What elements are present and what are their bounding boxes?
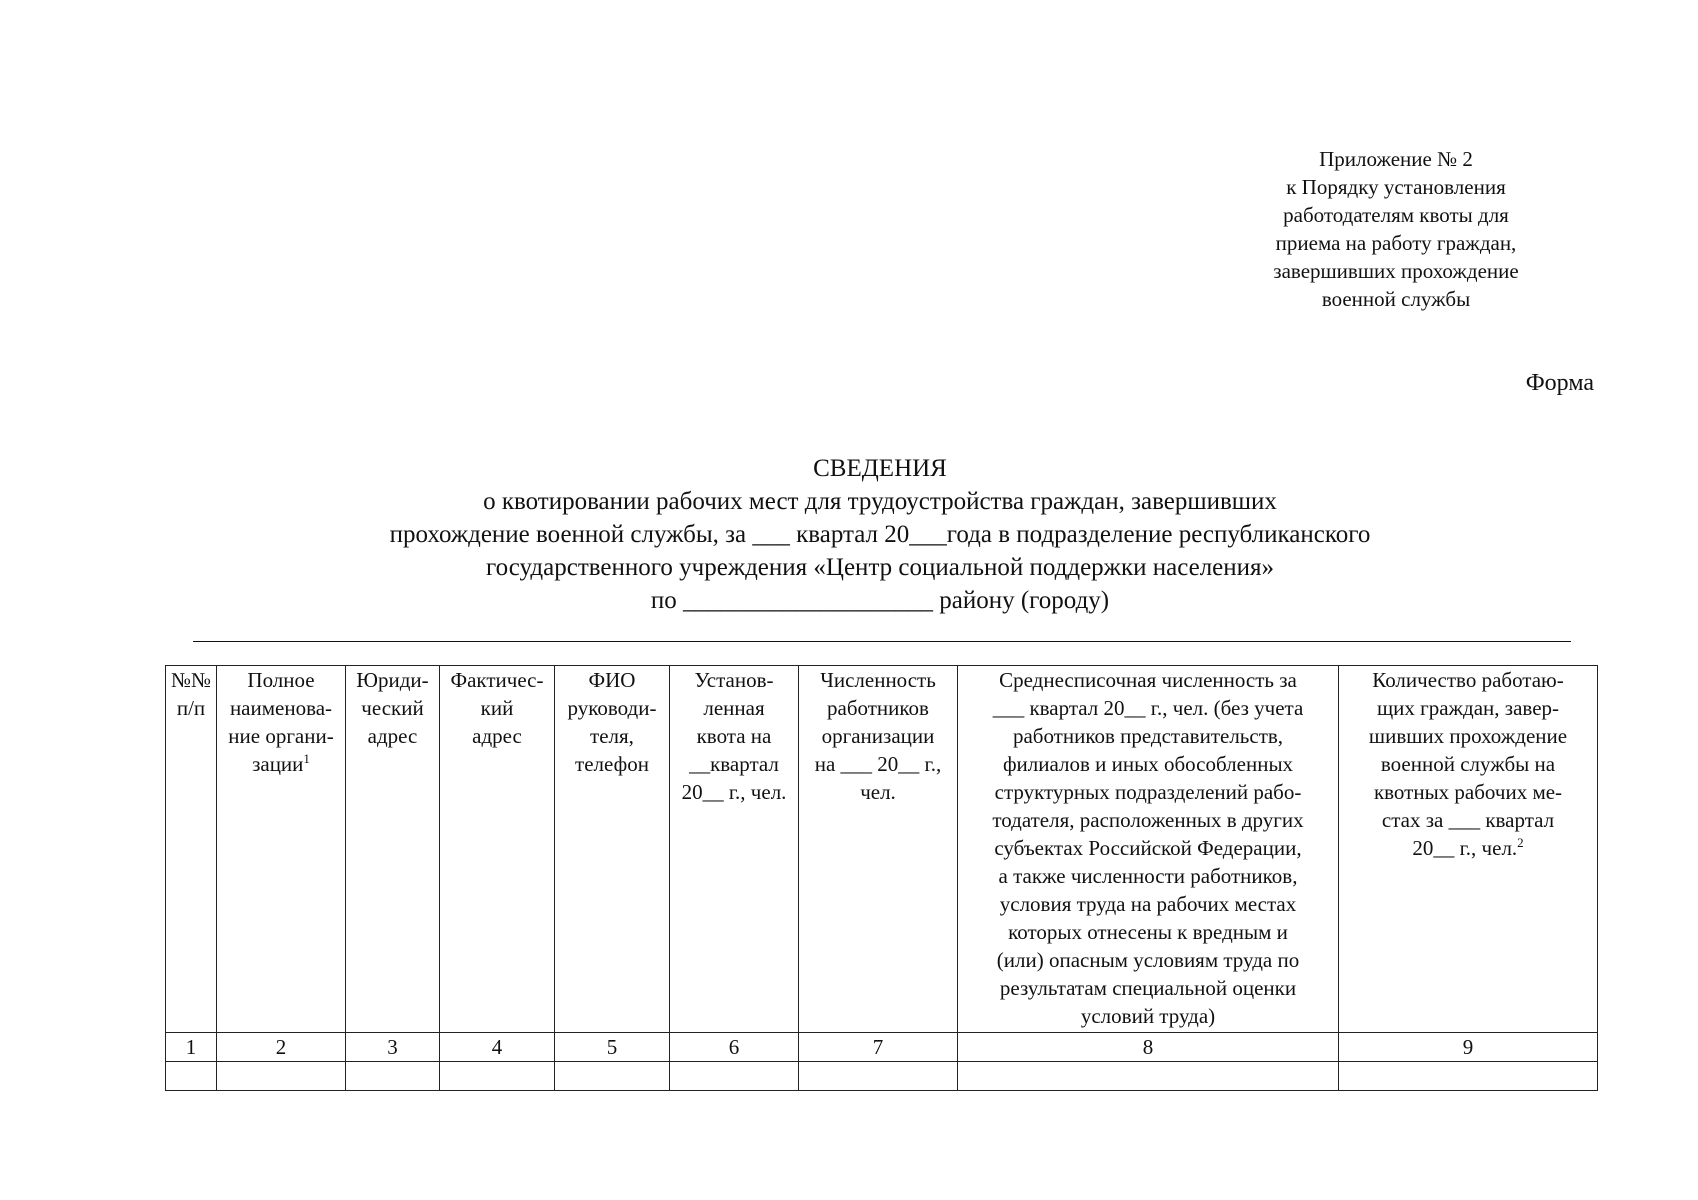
title-line: о квотировании рабочих мест для трудоустройства граждан, завершивших bbox=[483, 488, 1277, 515]
footnote-mark: 1 bbox=[303, 751, 310, 766]
appendix-line: работодателям квоты для bbox=[1283, 203, 1509, 227]
column-number-cell: 9 bbox=[1339, 1033, 1598, 1062]
column-number-cell: 8 bbox=[958, 1033, 1339, 1062]
header-cell bbox=[440, 666, 555, 1033]
column-number-cell: 2 bbox=[217, 1033, 346, 1062]
title-line: по ____________________ району (городу) bbox=[650, 587, 1110, 614]
empty-cell[interactable] bbox=[346, 1062, 440, 1091]
empty-cell[interactable] bbox=[440, 1062, 555, 1091]
column-number-cell: 3 bbox=[346, 1033, 440, 1062]
empty-cell[interactable] bbox=[958, 1062, 1339, 1091]
quota-table bbox=[165, 665, 1598, 1091]
header-text: ФИО руководи- теля, телефон bbox=[567, 668, 657, 776]
header-text: №№ п/п bbox=[170, 668, 212, 720]
title-heading: СВЕДЕНИЯ bbox=[813, 455, 947, 482]
header-cell bbox=[217, 666, 346, 1033]
column-number-cell: 6 bbox=[670, 1033, 799, 1062]
empty-cell[interactable] bbox=[217, 1062, 346, 1091]
header-text: Юриди- ческий адрес bbox=[356, 668, 429, 748]
column-number-cell: 7 bbox=[799, 1033, 958, 1062]
form-label: Форма bbox=[1525, 370, 1594, 396]
header-text: Фактичес- кий адрес bbox=[450, 668, 544, 748]
title-line: государственного учреждения «Центр социальной поддержки населения» bbox=[485, 554, 1275, 581]
column-number-cell: 4 bbox=[440, 1033, 555, 1062]
empty-cell[interactable] bbox=[670, 1062, 799, 1091]
horizontal-rule bbox=[193, 641, 1571, 642]
document-title bbox=[180, 452, 1580, 617]
header-text: Количество работаю- щих граждан, завер- шивших прохождение военной службы на квотных рабочих ме- стах за ___ квартал 20__ г., чел. bbox=[1368, 668, 1568, 860]
header-cell bbox=[799, 666, 958, 1033]
header-cell bbox=[1339, 666, 1598, 1033]
column-number-cell: 1 bbox=[166, 1033, 217, 1062]
appendix-line: приема на работу граждан, bbox=[1275, 231, 1517, 255]
header-text: Установ- ленная квота на __квартал 20__ г., чел. bbox=[681, 668, 787, 804]
empty-cell[interactable] bbox=[799, 1062, 958, 1091]
header-text: Численность работников организации на ___ 20__ г., чел. bbox=[814, 668, 942, 804]
empty-cell[interactable] bbox=[1339, 1062, 1598, 1091]
table-header-row bbox=[166, 666, 1598, 1033]
empty-data-row bbox=[166, 1062, 1598, 1091]
header-text: Полное наименова- ние органи- зации bbox=[228, 668, 334, 776]
footnote-mark: 2 bbox=[1517, 835, 1524, 850]
title-line: прохождение военной службы, за ___ квартал 20___года в подразделение республиканского bbox=[389, 521, 1371, 548]
appendix-line: завершивших прохождение bbox=[1273, 259, 1519, 283]
appendix-line: Приложение № 2 bbox=[1319, 147, 1473, 171]
column-number-row bbox=[166, 1033, 1598, 1062]
appendix-line: военной службы bbox=[1321, 287, 1471, 311]
column-number-cell: 5 bbox=[555, 1033, 670, 1062]
header-text: Среднесписочная численность за ___ квартал 20__ г., чел. (без учета работников представительств, филиалов и иных обособленных структурных подразделений рабо- тодателя, расположенных в других субъектах Российской Федерации, а также численности работников, условия труда на рабочих местах которых отнесены к вредным и (или) опасным условиям труда по результатам специальной оценки условий труда) bbox=[992, 668, 1304, 1028]
empty-cell[interactable] bbox=[555, 1062, 670, 1091]
header-cell bbox=[346, 666, 440, 1033]
header-cell bbox=[958, 666, 1339, 1033]
header-cell bbox=[670, 666, 799, 1033]
header-cell bbox=[555, 666, 670, 1033]
empty-cell[interactable] bbox=[166, 1062, 217, 1091]
appendix-line: к Порядку установления bbox=[1286, 175, 1506, 199]
appendix-note bbox=[1216, 145, 1576, 313]
header-cell bbox=[166, 666, 217, 1033]
